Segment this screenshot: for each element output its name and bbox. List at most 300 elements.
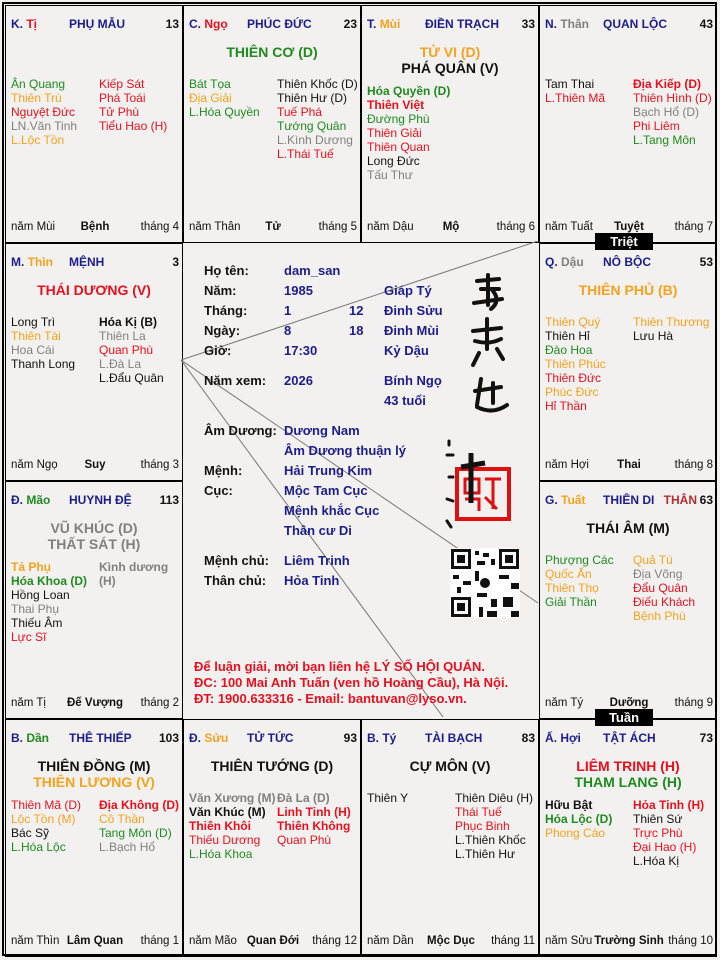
minor-star: Thiên Quan [367,140,430,154]
minor-star: Nguyệt Đức [11,105,76,119]
minor-star: Thiên Hỉ [545,329,590,343]
minor-star: L.Hóa Khoa [189,847,253,861]
palace-name: PHỤ MẪU [69,17,125,31]
minor-star: L.Thiên Mã [545,91,606,105]
palace-age-number: 53 [699,255,713,269]
day-can-chi: Đinh Mùi [384,323,439,338]
main-stars [362,758,538,774]
palace-can-chi [11,17,37,31]
palace-year: năm Mão [189,935,237,947]
palace-header [189,731,357,747]
hour-can-chi: Kỷ Dậu [384,343,429,358]
minor-star: L.Thiên Khốc [455,833,526,847]
palace-month: tháng 2 [140,697,179,709]
palace-name: THIÊN DI [603,493,655,507]
life-stage: Trường Sinh [594,935,664,947]
palace-year: năm Tị [11,697,46,709]
main-star: THIÊN PHỦ (B) [578,282,678,298]
palace-stem: N. [545,17,557,31]
palace-month: tháng 11 [491,935,535,947]
minor-star: Tấu Thư [367,168,413,182]
palace-month: tháng 3 [140,459,179,471]
palace-month: tháng 10 [668,935,713,947]
life-stage: Dưỡng [609,697,649,709]
main-stars [184,758,360,774]
minor-stars-left [11,798,81,854]
cuc-label: Cục: [204,483,233,498]
minor-star: Quan Phù [99,343,154,357]
palace-cell[interactable] [183,5,361,243]
palace-month: tháng 7 [674,221,713,233]
minor-star: Thiên Thương [633,315,710,329]
minor-star: Thiên Hình (D) [633,91,712,105]
minor-star: Thiếu Âm [11,616,63,630]
minor-star: Bạch Hổ (D) [633,105,700,119]
minor-star: Văn Khúc (M) [189,805,266,819]
palace-header [189,17,357,33]
month-label: Tháng: [204,303,248,318]
palace-age-number: 83 [521,731,535,745]
minor-star: Thiếu Dương [189,833,261,847]
palace-branch: Tị [26,17,38,31]
am-duong-label: Âm Dương: [204,423,277,438]
minor-star: Bát Tọa [189,77,231,91]
minor-star: Thiên Việt [367,98,425,112]
life-stage: Mộc Dục [427,935,475,947]
minor-star: Tả Phụ [11,560,52,574]
minor-star: L.Thái Tuế [277,147,334,161]
minor-star: Quốc Ấn [545,567,592,581]
main-star: THIÊN CƠ (D) [226,44,318,60]
palace-stem: M. [11,255,25,269]
palace-year: năm Hợi [545,459,589,471]
minor-star: Thiên Không [277,819,351,833]
palace-branch: Thân [560,17,590,31]
minor-star: Thiên Giải [367,126,422,140]
palace-can-chi [189,731,228,745]
minor-star: Cô Thần [99,812,145,826]
palace-footer [367,221,535,235]
than-chu-label: Thân chủ: [204,573,267,588]
palace-footer [545,935,713,949]
qr-code-icon [450,548,520,618]
age-value: 43 tuổi [384,393,426,408]
palace-branch: Dần [26,731,50,745]
palace-stem: B. [367,731,379,745]
minor-star: Hỏa Tinh (H) [633,798,705,812]
palace-stem: B. [11,731,23,745]
palace-branch: Dậu [561,255,584,269]
minor-star: Hóa Khoa (D) [11,574,87,588]
minor-star: Thiên Tài [11,329,61,343]
minor-star: L.Kình Dương [277,133,353,147]
palace-year: năm Dần [367,935,414,947]
palace-name: TÀI BẠCH [425,731,483,745]
minor-star: Thiên Khốc (D) [277,77,358,91]
palace-stem: K. [11,17,23,31]
minor-star: Phúc Đức [545,385,599,399]
palace-age-number: 63 [699,493,713,507]
minor-stars-right [633,798,704,868]
minor-star: Đà La (D) [277,791,330,805]
minor-star: Tang Môn (D) [99,826,172,840]
palace-year: năm Thân [189,221,241,233]
palace-branch: Tuất [561,493,586,507]
palace-stem: G. [545,493,558,507]
minor-star: Phong Cáo [545,826,606,840]
month-solar: 1 [284,303,292,318]
palace-can-chi [545,255,584,269]
palace-can-chi [367,17,400,31]
palace-footer [189,221,357,235]
palace-footer [11,697,179,711]
minor-star: Đào Hoa [545,343,593,357]
main-star: LIÊM TRINH (H) [576,758,680,774]
palace-can-chi [545,731,581,745]
minor-star: Trực Phù [633,826,683,840]
minor-star: L.Hóa Kị [633,854,680,868]
day-solar: 8 [284,323,292,338]
palace-footer [11,221,179,235]
palace-age-number: 43 [699,17,713,31]
contact-phone-email: ĐT: 1900.633316 - Email: bantuvan@lyso.vn. [194,691,467,706]
minor-star: Phượng Các [545,553,614,567]
palace-cell[interactable] [5,5,183,243]
minor-star: Ân Quang [11,77,66,91]
minor-star: Hỉ Thần [545,399,587,413]
minor-star: Hồng Loan [11,588,70,602]
main-star: THẤT SÁT (H) [47,536,141,552]
life-stage: Mộ [442,221,460,233]
minor-star: Thiên Y [367,791,409,805]
palace-month: tháng 9 [674,697,713,709]
palace-name: NÔ BỘC [603,255,651,269]
minor-star: Thiên Hư (D) [277,91,348,105]
minor-stars-right [277,77,358,161]
view-year-value: 2026 [284,373,313,388]
minor-star: Hoa Cái [11,343,55,357]
minor-stars-left [545,315,606,413]
palace-name: PHÚC ĐỨC [247,17,312,31]
minor-star: Hóa Kị (B) [99,315,157,329]
minor-star: Thiên Sứ [633,812,683,826]
palace-footer [189,935,357,949]
minor-stars-left [545,553,614,609]
palace-stem: T. [367,17,377,31]
minor-stars-left [11,77,77,147]
main-star: THÁI DƯƠNG (V) [37,282,151,298]
life-stage: Tử [265,221,281,233]
palace-age-number: 33 [521,17,535,31]
palace-cell[interactable] [539,5,717,243]
minor-star: Thiên Mã (D) [11,798,82,812]
palace-year: năm Tý [545,697,584,709]
cuc-note-1: Mệnh khắc Cục [284,503,380,518]
main-stars [6,758,182,790]
palace-cell[interactable] [5,719,183,957]
palace-stem: Đ. [189,731,201,745]
year-label: Năm: [204,283,237,298]
minor-star: Thiên Quý [545,315,601,329]
palace-age-number: 73 [699,731,713,745]
minor-stars-left [11,315,75,371]
palace-name: TỬ TỨC [247,731,294,745]
palace-name: MỆNH [69,255,105,269]
palace-age-number: 113 [159,493,179,507]
minor-star: L.Tang Môn [633,133,696,147]
contact-address: ĐC: 100 Mai Anh Tuấn (ven hồ Hoàng Cầu), Hà Nội. [194,675,509,690]
minor-star: L.Hóa Lộc [11,840,66,854]
palace-can-chi [545,17,589,31]
minor-star: L.Bạch Hổ [99,840,156,854]
palace-month: tháng 1 [140,935,179,947]
palace-cell[interactable] [539,481,717,719]
palace-cell[interactable] [361,5,539,243]
minor-stars-right [99,77,167,133]
minor-star: Lực Sĩ [11,630,47,644]
minor-star: Lưu Hà [633,329,674,343]
palace-age-number: 23 [343,17,357,31]
minor-star: Thiên Phúc [545,357,606,371]
main-star: THIÊN TƯỚNG (D) [210,758,334,774]
month-lunar: 12 [349,303,364,318]
main-star: CỰ MÔN (V) [409,758,491,774]
minor-star: Bệnh Phù [633,609,686,623]
life-stage: Suy [84,459,106,471]
palace-age-number: 13 [165,17,179,31]
palace-can-chi [189,17,228,31]
month-can-chi: Đinh Sửu [384,303,443,318]
minor-star: Hóa Quyền (D) [367,84,451,98]
year-value: 1985 [284,283,313,298]
minor-stars-left [189,791,276,861]
minor-star: Tuế Phá [277,105,322,119]
main-stars [540,520,716,536]
minor-star: Long Trì [11,315,56,329]
palace-header [545,493,713,509]
main-stars [540,758,716,790]
main-star: TỬ VI (D) [419,44,481,60]
palace-cell[interactable] [361,719,539,957]
minor-stars-right [99,560,182,588]
minor-star: Linh Tinh (H) [277,805,351,819]
menh-chu-label: Mệnh chủ: [204,553,269,568]
palace-can-chi [545,493,585,507]
minor-star: Địa Giải [189,91,232,105]
minor-star: Thiên Đức [545,371,602,385]
minor-star: Tử Phù [99,105,140,119]
life-stage: Lâm Quan [66,935,124,947]
palace-cell[interactable] [539,243,717,481]
main-star: THIÊN LƯƠNG (V) [33,774,155,790]
life-stage: Bệnh [80,221,110,233]
minor-star: Đường Phù [367,112,430,126]
main-star: THAM LANG (H) [574,774,682,790]
minor-stars-left [189,77,260,119]
palace-year: năm Tuất [545,221,593,233]
minor-stars-left [367,791,408,805]
palace-header [545,17,713,33]
am-duong-value: Dương Nam [284,423,360,438]
minor-stars-left [545,77,605,105]
minor-stars-left [367,84,450,182]
palace-cell[interactable] [5,481,183,719]
palace-branch: Mùi [379,17,401,31]
minor-star: Thiên Thọ [545,581,599,595]
palace-age-number: 93 [343,731,357,745]
minor-star: Thiên Khôi [189,819,251,833]
minor-star: Địa Võng [633,567,683,581]
minor-star: Kình dương (H) [99,560,169,588]
minor-star: Thanh Long [11,357,76,371]
minor-stars-left [545,798,612,840]
year-can-chi: Giáp Tý [384,283,432,298]
palace-name: TẬT ÁCH [603,731,656,745]
contact-line-1: Để luận giải, mời bạn liên hệ LÝ SỐ HỘI QUÁN. [194,659,485,674]
main-star: THÁI ÂM (M) [586,520,670,536]
minor-star: Quan Phù [277,833,332,847]
palace-footer [11,459,179,473]
minor-star: Thiên Trù [11,91,62,105]
palace-cell[interactable] [539,719,717,957]
main-star: PHÁ QUÂN (V) [401,60,499,76]
palace-cell[interactable] [183,719,361,957]
menh-value: Hải Trung Kim [284,463,373,478]
palace-header [11,255,179,271]
triet-marker: Triệt [595,233,653,250]
main-star: VŨ KHÚC (D) [50,520,138,536]
cuc-value: Mộc Tam Cục [284,483,368,498]
main-star: THIÊN ĐỒNG (M) [37,758,151,774]
palace-stem: Đ. [11,493,23,507]
main-stars [540,282,716,298]
palace-month: tháng 8 [674,459,713,471]
minor-star: Long Đức [367,154,420,168]
palace-year: năm Dậu [367,221,414,233]
palace-can-chi [11,493,50,507]
minor-stars-right [455,791,533,861]
life-stage: Tuyệt [614,221,644,233]
palace-header [367,17,535,33]
palace-age-number: 103 [158,731,179,745]
hour-label: Giờ: [204,343,232,358]
minor-stars-right [633,315,709,343]
main-stars [6,520,182,552]
palace-header [11,493,179,509]
palace-year: năm Thìn [11,935,60,947]
life-stage: Đế Vượng [66,697,124,709]
minor-stars-left [11,560,87,644]
palace-branch: Hợi [560,731,581,745]
palace-cell[interactable] [5,243,183,481]
chart-center-info [181,241,538,717]
palace-month: tháng 4 [140,221,179,233]
palace-month: tháng 5 [318,221,357,233]
minor-star: Tiểu Hao (H) [99,119,168,133]
minor-star: Hóa Lộc (D) [545,812,613,826]
minor-star: Bác Sỹ [11,826,50,840]
palace-stem: Q. [545,255,558,269]
palace-stem: Ấ. [545,731,557,745]
palace-name: THÊ THIẾP [69,731,132,745]
palace-branch: Tý [382,731,397,745]
day-lunar: 18 [349,323,364,338]
minor-star: LN.Văn Tinh [11,119,78,133]
minor-star: Phá Toái [99,91,146,105]
palace-can-chi [367,731,396,745]
palace-name: ĐIỀN TRẠCH [425,17,499,31]
minor-star: L.Thiên Hư [455,847,516,861]
palace-name: QUAN LỘC [603,17,667,31]
palace-header [11,731,179,747]
main-stars [6,282,182,298]
minor-star: L.Hóa Quyền [189,105,260,119]
minor-star: Điếu Khách [633,595,696,609]
palace-branch: Thìn [27,255,54,269]
minor-star: Lộc Tồn (M) [11,812,76,826]
day-label: Ngày: [204,323,241,338]
minor-stars-right [633,77,712,147]
red-seal-icon [457,453,509,519]
menh-chu-value: Liêm Trinh [284,553,350,568]
palace-can-chi [11,255,53,269]
palace-header [545,255,713,271]
life-stage: Quan Đới [246,935,300,947]
cuc-note-2: Thân cư Di [284,523,352,538]
minor-star: Quả Tú [633,553,673,567]
minor-star: Thái Tuế [455,805,502,819]
palace-branch: Ngọ [204,17,228,31]
view-year-can-chi: Bính Ngọ [384,373,442,388]
minor-star: Phục Binh [455,819,510,833]
main-stars [184,44,360,60]
than-marker: THÂN [663,493,697,507]
minor-star: Địa Kiếp (D) [633,77,702,91]
hour-value: 17:30 [284,343,318,358]
minor-star: Tướng Quân [277,119,347,133]
life-stage: Thai [617,459,641,471]
palace-header [11,17,179,33]
minor-star: Đẩu Quân [633,581,688,595]
minor-star: Đại Hao (H) [633,840,697,854]
minor-star: Địa Không (D) [99,798,179,812]
palace-can-chi [11,731,49,745]
palace-branch: Sửu [204,731,229,745]
palace-branch: Mão [26,493,51,507]
palace-year: năm Sửu [545,935,593,947]
palace-footer [367,935,535,949]
palace-month: tháng 6 [496,221,535,233]
name-value: dam_san [284,263,341,278]
minor-star: Hữu Bật [545,798,593,812]
palace-name: HUYNH ĐỆ [69,493,132,507]
minor-star: Tam Thai [545,77,595,91]
tuan-marker: Tuần [595,709,653,726]
palace-month: tháng 12 [312,935,357,947]
palace-age-number: 3 [172,255,179,269]
menh-label: Mệnh: [204,463,243,478]
than-chu-value: Hỏa Tinh [284,573,340,588]
name-label: Họ tên: [204,263,249,278]
minor-star: L.Đẩu Quân [99,371,164,385]
minor-stars-right [99,798,179,854]
am-duong-note: Âm Dương thuận lý [284,443,406,458]
main-stars [362,44,538,76]
minor-star: Văn Xương (M) [189,791,276,805]
minor-star: L.Lộc Tồn [11,133,65,147]
minor-star: L.Đà La [99,357,142,371]
view-year-label: Năm xem: [204,373,267,388]
